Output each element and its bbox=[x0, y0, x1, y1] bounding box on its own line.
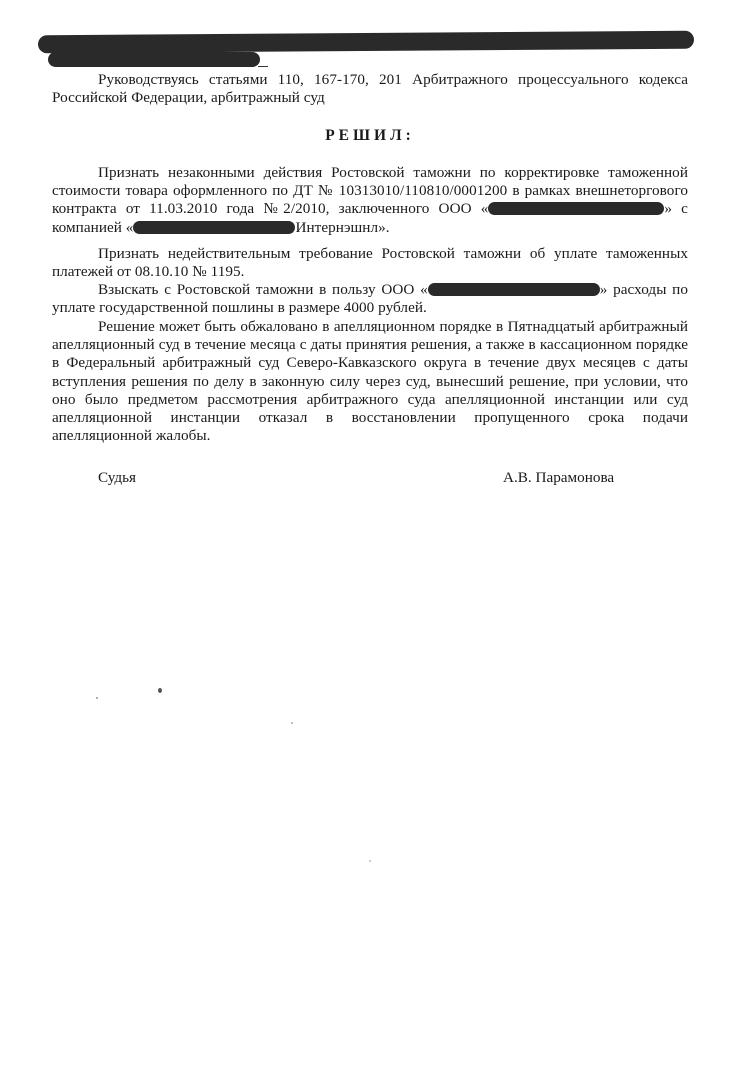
redaction-inline bbox=[428, 283, 600, 296]
paragraph-3 bbox=[52, 281, 688, 317]
scan-speck bbox=[369, 860, 371, 862]
decision-heading: РЕШИЛ: bbox=[325, 127, 415, 144]
underline-mark bbox=[258, 66, 268, 67]
paragraph-1-text-a: Признать незаконными действия Ростовской таможни по корректировке таможенной стоимости товара оформленного по ДТ № 10313010/110810/0001200 в рамках внешнеторгового контракта от 11.03.2010 года №2/2010, заключенного ООО « bbox=[52, 164, 688, 218]
paragraph-4: Решение может быть обжаловано в апелляционном порядке в Пятнадцатый арбитражный апелляционный суд в течение месяца с даты принятия решения, а также в кассационном порядке в Федеральный арбитражный суд Северо-Кавказского округа в течение двух месяцев с даты вступления решения по делу в законную силу через суд, вынесший решение, при условии, что оно было предметом рассмотрения арбитражного суда апелляционной инстанции или суд апелляционной инстанции отказал в восстановлении пропущенного срока подачи апелляционной жалобы. bbox=[52, 318, 688, 445]
paragraph-1 bbox=[52, 164, 688, 237]
redaction-inline bbox=[133, 221, 295, 234]
paragraph-2: Признать недействительным требование Ростовской таможни об уплате таможенных платежей от 08.10.10 № 1195. bbox=[52, 245, 688, 281]
intro-paragraph: Руководствуясь статьями 110, 167-170, 201 Арбитражного процессуального кодекса Российской Федерации, арбитражный суд bbox=[52, 71, 688, 107]
redaction-bar bbox=[38, 31, 694, 54]
paragraph-3-text-b: » расходы по уплате государственной пошлины в размере 4000 рублей. bbox=[52, 281, 688, 317]
redaction-bar bbox=[48, 52, 260, 67]
paragraph-3-text-a: Взыскать с Ростовской таможни в пользу ООО « bbox=[98, 281, 428, 298]
scan-speck bbox=[291, 722, 293, 724]
scan-speck bbox=[96, 697, 98, 699]
paragraph-1-text-c: Интернэшнл». bbox=[295, 218, 390, 236]
scan-speck bbox=[158, 688, 162, 693]
judge-label: Судья bbox=[98, 469, 137, 486]
paragraph-1-text-b: » с компанией « bbox=[52, 200, 688, 236]
judge-name: А.В. Парамонова bbox=[503, 469, 615, 486]
redaction-inline bbox=[488, 202, 664, 215]
